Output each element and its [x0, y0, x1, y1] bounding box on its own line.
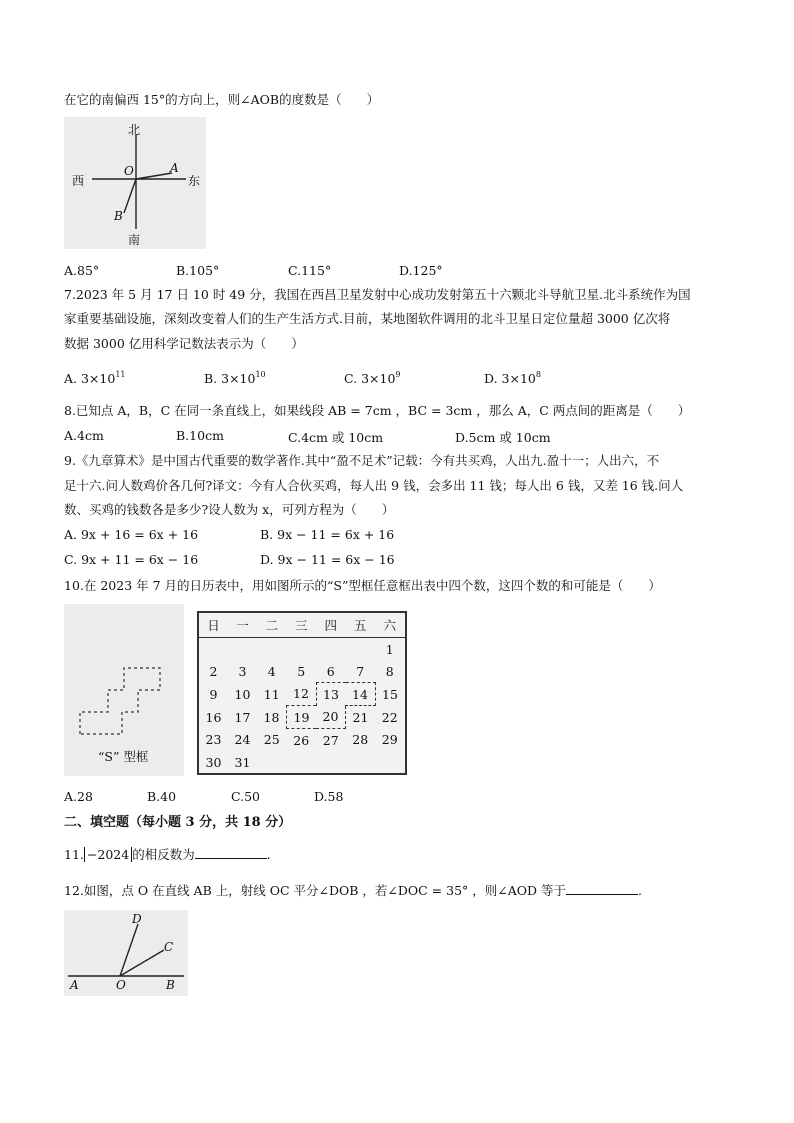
point-b-label: B [114, 209, 123, 223]
q11-stem: 11. −2024 的相反数为 . [64, 847, 271, 862]
point-b-label: B [166, 978, 175, 992]
calendar-cell: 5 [297, 663, 306, 679]
calendar-cell [375, 751, 406, 774]
calendar-cell [346, 638, 376, 661]
weekday-header: 六 [375, 612, 406, 638]
calendar-cell: 16 [205, 709, 222, 725]
q7-option-a[interactable]: A. $3\times 10^{11}$ [64, 370, 126, 386]
calendar-cell [257, 751, 287, 774]
q7-option-d[interactable]: D. $3\times 10^8$ [484, 370, 541, 386]
q9-line-3: 数、买鸡的钱数各是多少?设人数为 x，可列方程为（ ） [64, 502, 395, 517]
calendar-cell [316, 638, 346, 661]
calendar-cell: 28 [352, 732, 369, 748]
calendar-cell: 26 [293, 732, 310, 748]
q9-line-1: 9.《九章算术》是中国古代重要的数学著作.其中“盈不足术”记载：今有共买鸡，人出九.盈十一；人出六，不 [64, 453, 660, 468]
q8-stem: 8.已知点 A，B，C 在同一条直线上，如果线段 AB = 7cm ，BC = 3cm ，那么 A，C 两点间的距离是（ ） [64, 403, 691, 418]
weekday-header: 一 [228, 612, 257, 638]
calendar-cell: 12 [293, 686, 309, 702]
q6-compass-figure [64, 117, 206, 249]
weekday-header: 二 [257, 612, 287, 638]
q9-line-2: 足十六.问人数鸡价各几何?译文：今有人合伙买鸡，每人出 9 钱，会多出 11 钱；每人出 6 钱，又差 16 钱.问人 [64, 478, 684, 493]
calendar-cell [257, 638, 287, 661]
calendar-cell: 13 [316, 683, 346, 706]
q9-option-a[interactable]: A. 9x + 16 = 6x + 16 [64, 527, 199, 542]
q7-line-2: 家重要基础设施，深刻改变着人们的生产生活方式.目前，某地图软件调用的北斗卫星日定位量超 3000 亿次将 [64, 311, 671, 326]
calendar-cell [346, 751, 376, 774]
east-label: 东 [188, 174, 201, 188]
point-c-label: C [164, 940, 174, 954]
q6-option-d[interactable]: D.125° [399, 263, 443, 278]
calendar-cell: 3 [238, 663, 247, 679]
weekday-header: 三 [287, 612, 317, 638]
calendar-cell: 23 [205, 732, 222, 748]
weekday-header: 五 [346, 612, 376, 638]
q11-answer-blank[interactable] [195, 846, 267, 859]
q10-stem: 10.在 2023 年 7 月的日历表中，用如图所示的“S”型框任意框出表中四个数，这四个数的和可能是（ ） [64, 578, 661, 593]
calendar-cell: 15 [382, 686, 398, 702]
calendar-cell: 11 [263, 686, 280, 702]
calendar-cell [198, 638, 228, 661]
calendar-cell: 4 [267, 663, 276, 679]
q10-option-a[interactable]: A.28 [64, 789, 93, 804]
q9-option-b[interactable]: B. 9x − 11 = 6x + 16 [260, 527, 395, 542]
q6-option-b[interactable]: B.105° [176, 263, 220, 278]
q9-option-c[interactable]: C. 9x + 11 = 6x − 16 [64, 552, 199, 567]
q10-option-b[interactable]: B.40 [147, 789, 177, 804]
calendar-cell: 29 [381, 732, 398, 748]
q6-option-c[interactable]: C.115° [288, 263, 332, 278]
point-o-label: O [116, 978, 126, 992]
q6-option-a[interactable]: A.85° [64, 263, 100, 278]
south-label: 南 [128, 233, 141, 247]
calendar-cell: 9 [209, 686, 218, 702]
point-o-label: O [124, 164, 134, 178]
calendar-cell [287, 751, 317, 774]
calendar-cell: 18 [263, 709, 280, 725]
calendar-cell: 1 [385, 641, 394, 657]
section-heading: 二、填空题（每小题 3 分，共 18 分） [64, 815, 292, 830]
q10-option-c[interactable]: C.50 [231, 789, 260, 804]
s-frame-label: “S” 型框 [98, 749, 149, 764]
calendar-cell: 24 [234, 732, 251, 748]
q7-line-1: 7.2023 年 5 月 17 日 10 时 49 分，我国在西昌卫星发射中心成功发射第五十六颗北斗导航卫星.北斗系统作为国 [64, 287, 691, 302]
calendar-cell: 31 [234, 754, 251, 770]
calendar-cell: 17 [234, 709, 251, 725]
q7-line-3: 数据 3000 亿用科学记数法表示为（ ） [64, 336, 304, 351]
q10-option-d[interactable]: D.58 [314, 789, 344, 804]
q9-option-d[interactable]: D. 9x − 11 = 6x − 16 [260, 552, 395, 567]
calendar-cell: 30 [205, 754, 222, 770]
abs-value: −2024 [84, 847, 132, 862]
q7-option-c[interactable]: C. $3\times 10^9$ [344, 370, 401, 386]
calendar-cell: 8 [385, 663, 394, 679]
calendar-cell: 27 [322, 732, 339, 748]
point-d-label: D [132, 912, 142, 926]
q12-answer-blank[interactable] [566, 882, 638, 895]
calendar-cell: 25 [263, 732, 280, 748]
point-a-label: A [170, 161, 179, 175]
q8-option-d[interactable]: D.5cm 或 10cm [455, 430, 551, 445]
weekday-header: 四 [316, 612, 346, 638]
q6-stem: 在它的南偏西 15°的方向上，则∠AOB的度数是（ ） [64, 92, 380, 107]
calendar-cell: 14 [346, 683, 376, 706]
point-a-label: A [70, 978, 79, 992]
calendar-cell: 20 [316, 706, 346, 729]
q12-angle-figure [64, 910, 188, 996]
calendar-cell: 22 [381, 709, 398, 725]
q8-option-c[interactable]: C.4cm 或 10cm [288, 430, 384, 445]
calendar-cell: 6 [326, 663, 335, 679]
q8-option-a[interactable]: A.4cm [64, 428, 104, 443]
q8-option-b[interactable]: B.10cm [176, 428, 224, 443]
north-label: 北 [128, 123, 141, 137]
calendar-cell [287, 638, 317, 661]
west-label: 西 [72, 174, 85, 188]
calendar-cell: 21 [352, 709, 369, 725]
q7-option-b[interactable]: B. $3\times 10^{10}$ [204, 370, 266, 386]
calendar-cell [228, 638, 257, 661]
calendar-cell: 7 [356, 663, 365, 679]
calendar-table [197, 611, 407, 775]
weekday-header: 日 [198, 612, 228, 638]
q12-stem: 12.如图，点 O 在直线 AB 上，射线 OC 平分∠DOB ，若∠DOC = 35° ，则∠AOD 等于 . [64, 883, 642, 898]
calendar-cell: 19 [287, 706, 317, 729]
s-frame-figure [64, 604, 184, 776]
calendar-cell: 2 [209, 663, 218, 679]
calendar-cell [316, 751, 346, 774]
calendar-cell: 10 [234, 686, 251, 702]
